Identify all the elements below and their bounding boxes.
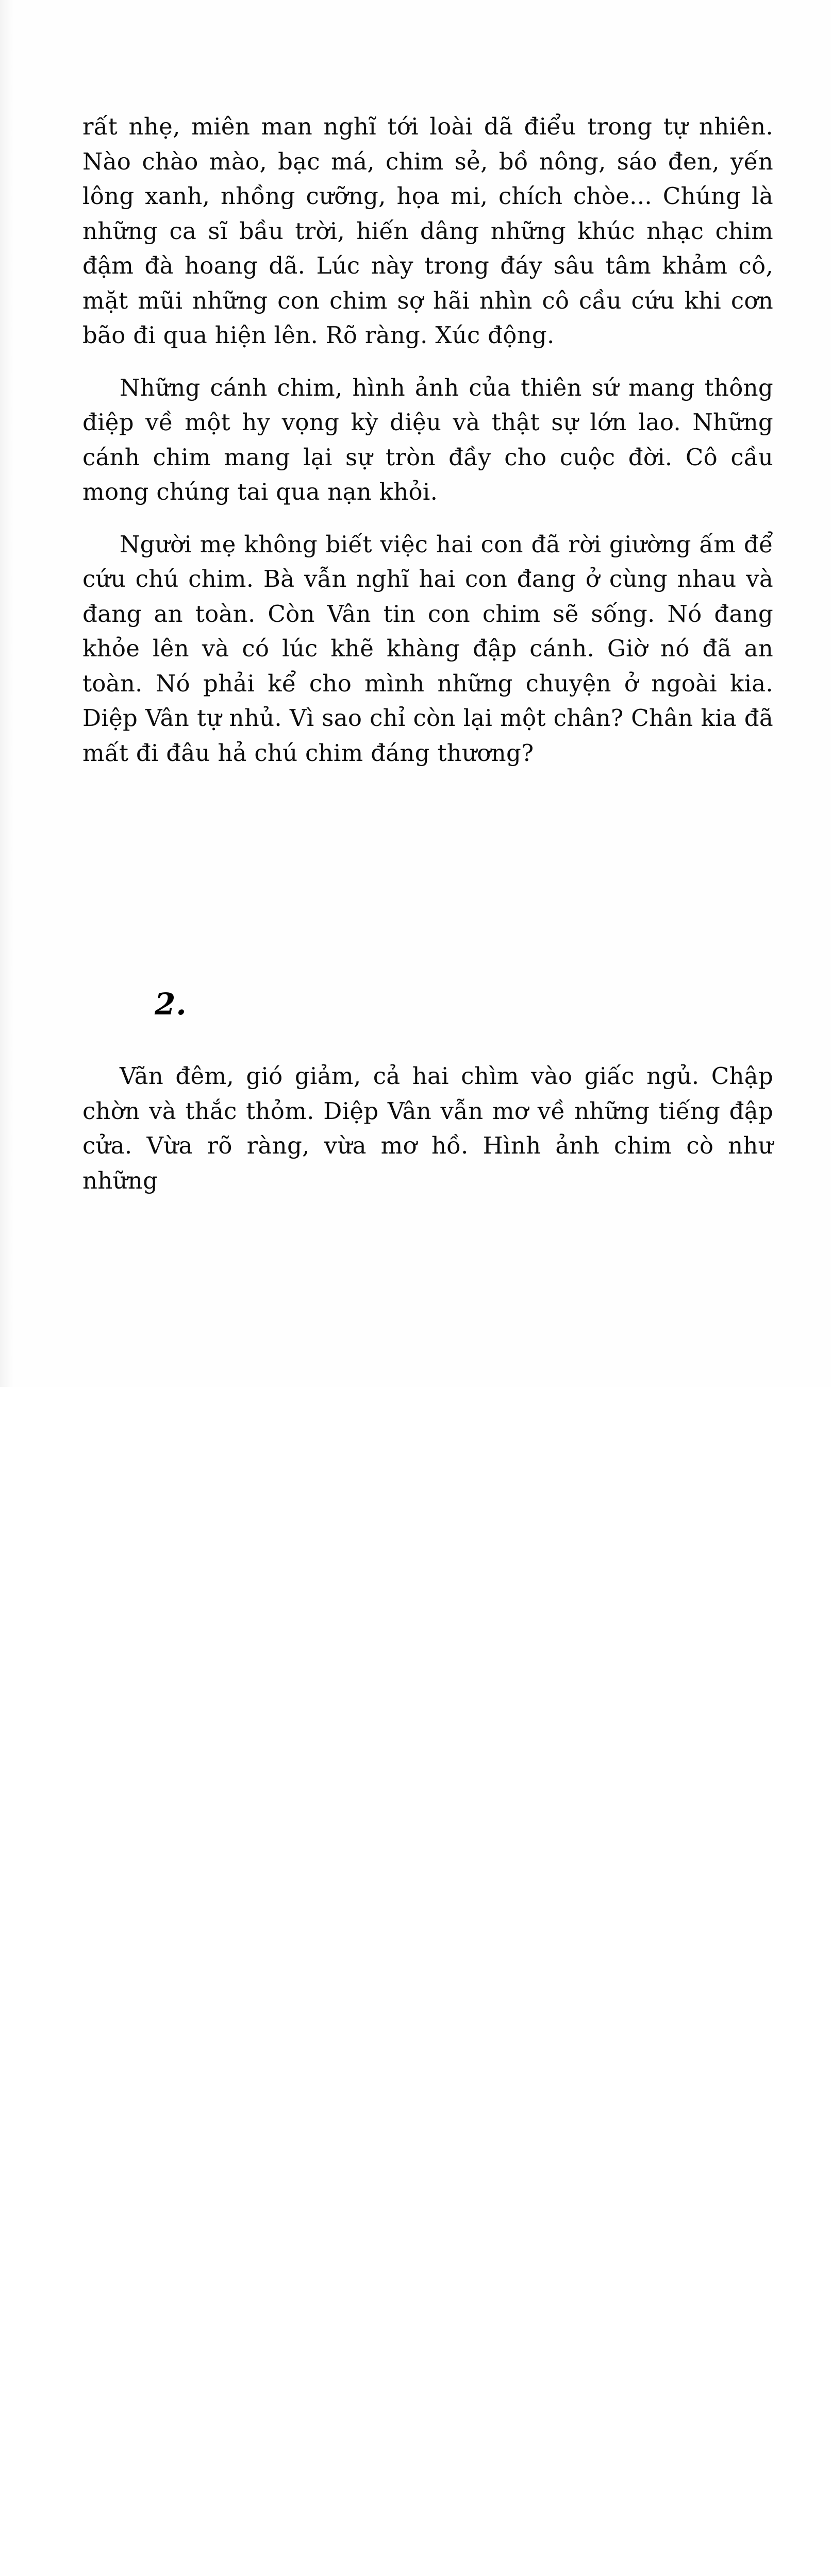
body-text-block-lower	[82, 1059, 773, 1198]
page-edge-shading	[0, 0, 13, 1387]
paragraph: Vãn đêm, gió giảm, cả hai chìm vào giấc ngủ. Chập chờn và thắc thỏm. Diệp Vân vẫn mơ về những tiếng đập cửa. Vừa rõ ràng, vừa mơ hồ. Hình ảnh chim cò như những	[82, 1062, 773, 1194]
paragraph: Những cánh chim, hình ảnh của thiên sứ mang thông điệp về một hy vọng kỳ diệu và thật sự lớn lao. Những cánh chim mang lại sự tròn đầy cho cuộc đời. Cô cầu mong chúng tai qua nạn khỏi.	[82, 374, 773, 505]
paragraph: Người mẹ không biết việc hai con đã rời giường ấm để cứu chú chim. Bà vẫn nghĩ hai con đang ở cùng nhau và đang an toàn. Còn Vân tin con chim sẽ sống. Nó đang khỏe lên và có lúc khẽ khàng đập cánh. Giờ nó đã an toàn. Nó phải kể cho mình những chuyện ở ngoài kia. Diệp Vân tự nhủ. Vì sao chỉ còn lại một chân? Chân kia đã mất đi đâu hả chú chim đáng thương?	[82, 530, 773, 767]
paragraph: rất nhẹ, miên man nghĩ tới loài dã điểu trong tự nhiên. Nào chào mào, bạc má, chim sẻ, bồ nông, sáo đen, yến lông xanh, nhồng cưỡng, họa mi, chích chòe... Chúng là những ca sĩ bầu trời, hiến dâng những khúc nhạc chim đậm đà hoang dã. Lúc này trong đáy sâu tâm khảm cô, mặt mũi những con chim sợ hãi nhìn cô cầu cứu khi cơn bão đi qua hiện lên. Rõ ràng. Xúc động.	[82, 113, 773, 349]
body-text-block-upper	[82, 109, 773, 770]
page-footer	[0, 1298, 831, 1355]
section-number: 2.	[155, 987, 187, 1022]
